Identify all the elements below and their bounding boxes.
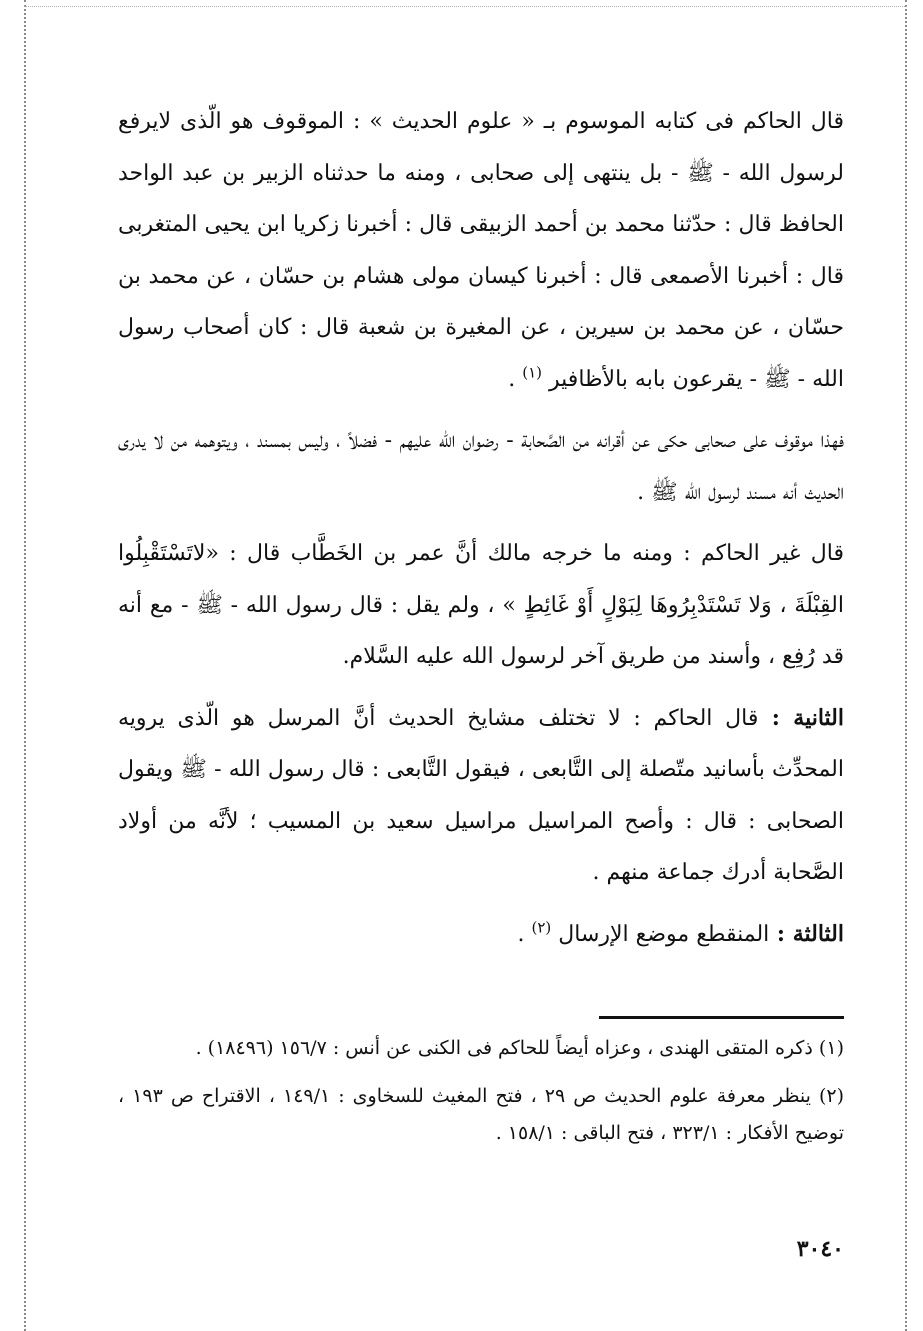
footnote-separator [599,1016,844,1019]
footnotes [118,1030,844,1163]
footnote-reference: (٢) [531,918,552,937]
scan-edge-top [24,6,907,7]
footnote-reference: (١) [522,363,543,382]
paragraph-text: قال الحاكم فى كتابه الموسوم بـ « علوم الحديث » : الموقوف هو الّذى لايرفع لرسول الله - ﷺ - بل ينتهى إلى صحابى ، ومنه ما حدثناه الزبير بن عبد الواحد الحافظ قال : حدّثنا محمد بن أحمد الزبيقى قال : أخبرنا زكريا ابن يحيى المتغربى قال : أخبرنا الأصمعى قال : أخبرنا كيسان مولى هشام بن حسّان ، عن محمد بن حسّان ، عن محمد بن سيرين ، عن المغيرة بن شعبة قال : كان أصحاب رسول الله - ﷺ - يقرعون بابه بالأظافير [118,109,844,392]
page-number: ٣٠٤٠ [796,1236,844,1262]
paragraph-3 [118,528,844,683]
paragraph-1 [118,96,844,405]
paragraph-5 [118,909,844,961]
paragraph-tail: . [637,479,652,505]
paragraph-text: قال غير الحاكم : ومنه ما خرجه مالك أنَّ عمر بن الخَطَّاب قال : «لاتَسْتَقْبِلُوا القِبْلَةَ ، وَلا تَسْتَدْبِرُوهَا لِبَوْلٍ أَوْ غَائِطٍ » ، ولم يقل : قال رسول الله - ﷺ - مع أنه قد رُفِع ، وأسند من طريق آخر لرسول الله عليه السَّلام [118,541,844,669]
paragraph-lead: الثالثة : [769,920,844,947]
main-text [118,96,844,970]
footnote-1: (١) ذكره المتقى الهندى ، وعزاه أيضاً للحاكم فى الكنى عن أنس : ١٥٦/٧ (١٨٤٩٦) . [195,1037,844,1059]
paragraph-text: المنقطع موضع الإرسال [558,921,770,947]
paragraph-text: فهذا موقوف على صحابى حكى عن أقرانه من الصَّحابة - رضوان الله عليهم - فضلاً ، وليس بمسند ، ويتوهمه من لا يدرى الحديث أنه مسند لرسول الله ﷺ [118,428,844,505]
paragraph-tail: . [508,366,523,392]
paragraph-2 [118,415,844,518]
footnote-2: (٢) ينظر معرفة علوم الحديث ص ٢٩ ، فتح المغيث للسخاوى : ١٤٩/١ ، الاقتراح ص ١٩٣ ، توضيح الأفكار : ٣٢٣/١ ، فتح الباقى : ١٥٨/١ . [118,1085,845,1144]
paragraph-tail: . [342,644,350,669]
scan-edge-left [24,0,26,1331]
paragraph-text: قال الحاكم : لا تختلف مشايخ الحديث أنَّ المرسل هو الّذى يرويه المحدِّث بأسانيد متّصلة إلى التَّابعى ، فيقول التَّابعى : قال رسول الله - ﷺ ويقول الصحابى : قال : وأصح المراسيل مراسيل سعيد بن المسيب ؛ لأنَّه من أولاد الصَّحابة أدرك جماعة منهم [118,705,844,885]
paragraph-tail: . [517,921,532,947]
paragraph-tail: . [592,860,607,885]
paragraph-4 [118,693,844,899]
paragraph-lead: الثانية : [758,704,845,731]
scan-edge-right [905,0,907,1331]
